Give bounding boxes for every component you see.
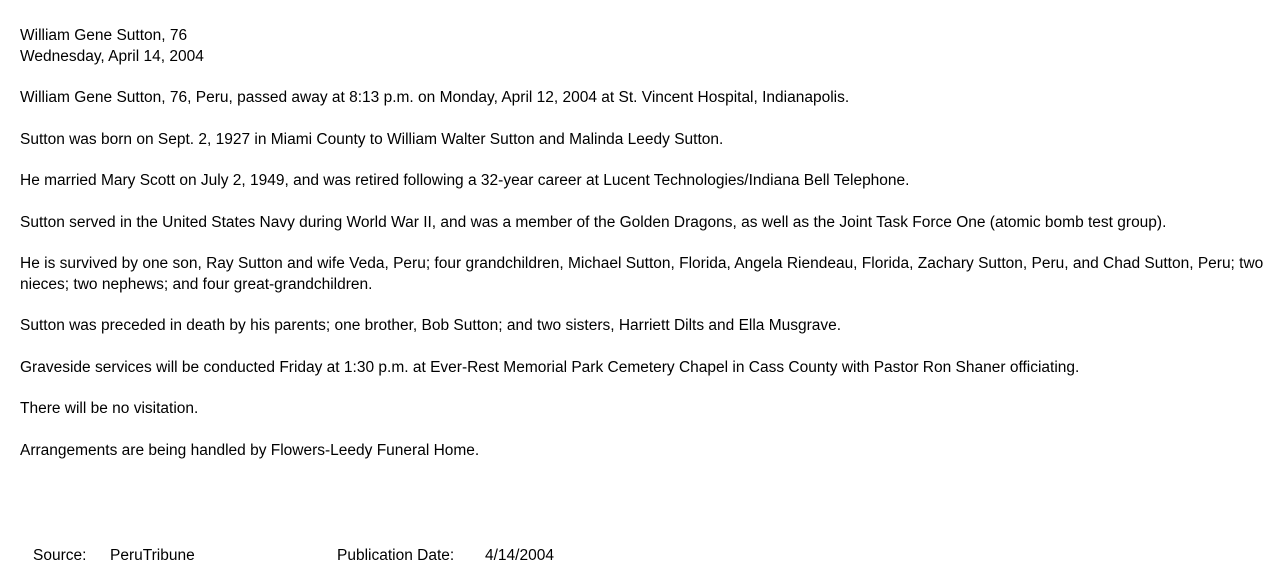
- paragraph-military-service: Sutton served in the United States Navy during World War II, and was a member of the Golden Dragons, as well as the Joint Task Force One (atomic bomb test group).: [20, 213, 1167, 231]
- publication-date-label: Publication Date:: [337, 547, 455, 564]
- paragraph-services: Graveside services will be conducted Friday at 1:30 p.m. at Ever-Rest Memorial Park Cemetery Chapel in Cass County with Pastor Ron Shaner officiating.: [20, 358, 1080, 376]
- obituary-header: [20, 26, 1270, 67]
- paragraph-visitation: There will be no visitation.: [20, 400, 199, 417]
- obituary-date: Wednesday, April 14, 2004: [20, 47, 204, 65]
- paragraph-marriage-career: He married Mary Scott on July 2, 1949, and was retired following a 32-year career at Lucent Technologies/Indiana Bell Telephone.: [20, 172, 910, 189]
- paragraph-birth: Sutton was born on Sept. 2, 1927 in Miami County to William Walter Sutton and Malinda Leedy Sutton.: [20, 130, 724, 148]
- source-label: Source:: [33, 547, 87, 564]
- obituary-title: William Gene Sutton, 76: [20, 27, 188, 44]
- paragraph-death-notice: William Gene Sutton, 76, Peru, passed away at 8:13 p.m. on Monday, April 12, 2004 at St. Vincent Hospital, Indianapolis.: [20, 89, 850, 106]
- source-value: PeruTribune: [110, 547, 195, 564]
- paragraph-survivors: He is survived by one son, Ray Sutton and wife Veda, Peru; four grandchildren, Michael Sutton, Florida, Angela Riendeau, Florida, Zachary Sutton, Peru, and Chad Sutton, Peru; two nieces; two nephews; and four great-grandchildren.: [20, 255, 1264, 293]
- paragraph-preceded-in-death: Sutton was preceded in death by his parents; one brother, Bob Sutton; and two sisters, Harriett Dilts and Ella Musgrave.: [20, 317, 842, 334]
- publication-date-value: 4/14/2004: [485, 547, 554, 564]
- obituary-document: [20, 26, 1270, 482]
- paragraph-arrangements: Arrangements are being handled by Flowers-Leedy Funeral Home.: [20, 441, 480, 459]
